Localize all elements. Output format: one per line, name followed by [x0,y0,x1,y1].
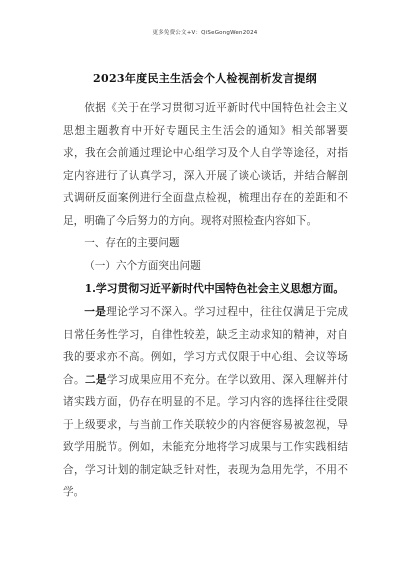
subsection-heading-text: （一）六个方面突出问题 [84,260,201,272]
point-heading [63,278,348,301]
section-heading [63,232,348,255]
point-heading-text: 1.学习贯彻习近平新时代中国特色社会主义思想方面。 [84,282,345,295]
section-heading-text: 一、存在的主要问题 [84,237,180,249]
document-title: 2023年度民主生活会个人检视剖析发言提纲 [93,72,317,85]
intro-paragraph [63,97,348,232]
intro-text: 依据《关于在学习贯彻习近平新时代中国特色社会主义思想主题教育中开好专题民主生活会的通知》相关部署要求，我在会前通过理论中心组学习及个人自学等途径，对指定内容进行了认真学习，深入开展了谈心谈话，并结合解剖式调研反面案例进行全面盘点检视，梳理出存在的差距和不足，明确了今后努力的方向。现将对照检查内容如下。 [63,102,348,227]
item-2-label: 二是 [84,373,107,386]
item-1-text: 理论学习不深入。学习过程中，往往仅满足于完成日常任务性学习，自律性较差，缺乏主动求知的精神，对自我的要求亦不高。例如，学习方式仅限于中心组、会议等场合。 [63,306,349,386]
issues-text [63,301,348,504]
subsection-heading [63,255,348,278]
item-2-text: 学习成果应用不充分。在学以致用、深入理解并付诸实践方面，仍存在明显的不足。学习内容的选择往往受限于上级要求，与当前工作关联较少的内容便容易被忽视，导致学用脱节。例如，未能充分地将学习成果与工作实践相结合，学习计划的制定缺乏针对性，表现为急用先学，不用不学。 [63,373,348,498]
header-note: 更多免费公文+V：QiSeGongWen2024 [152,30,258,36]
item-1-label: 一是 [84,306,107,318]
issues-paragraph [63,301,348,504]
